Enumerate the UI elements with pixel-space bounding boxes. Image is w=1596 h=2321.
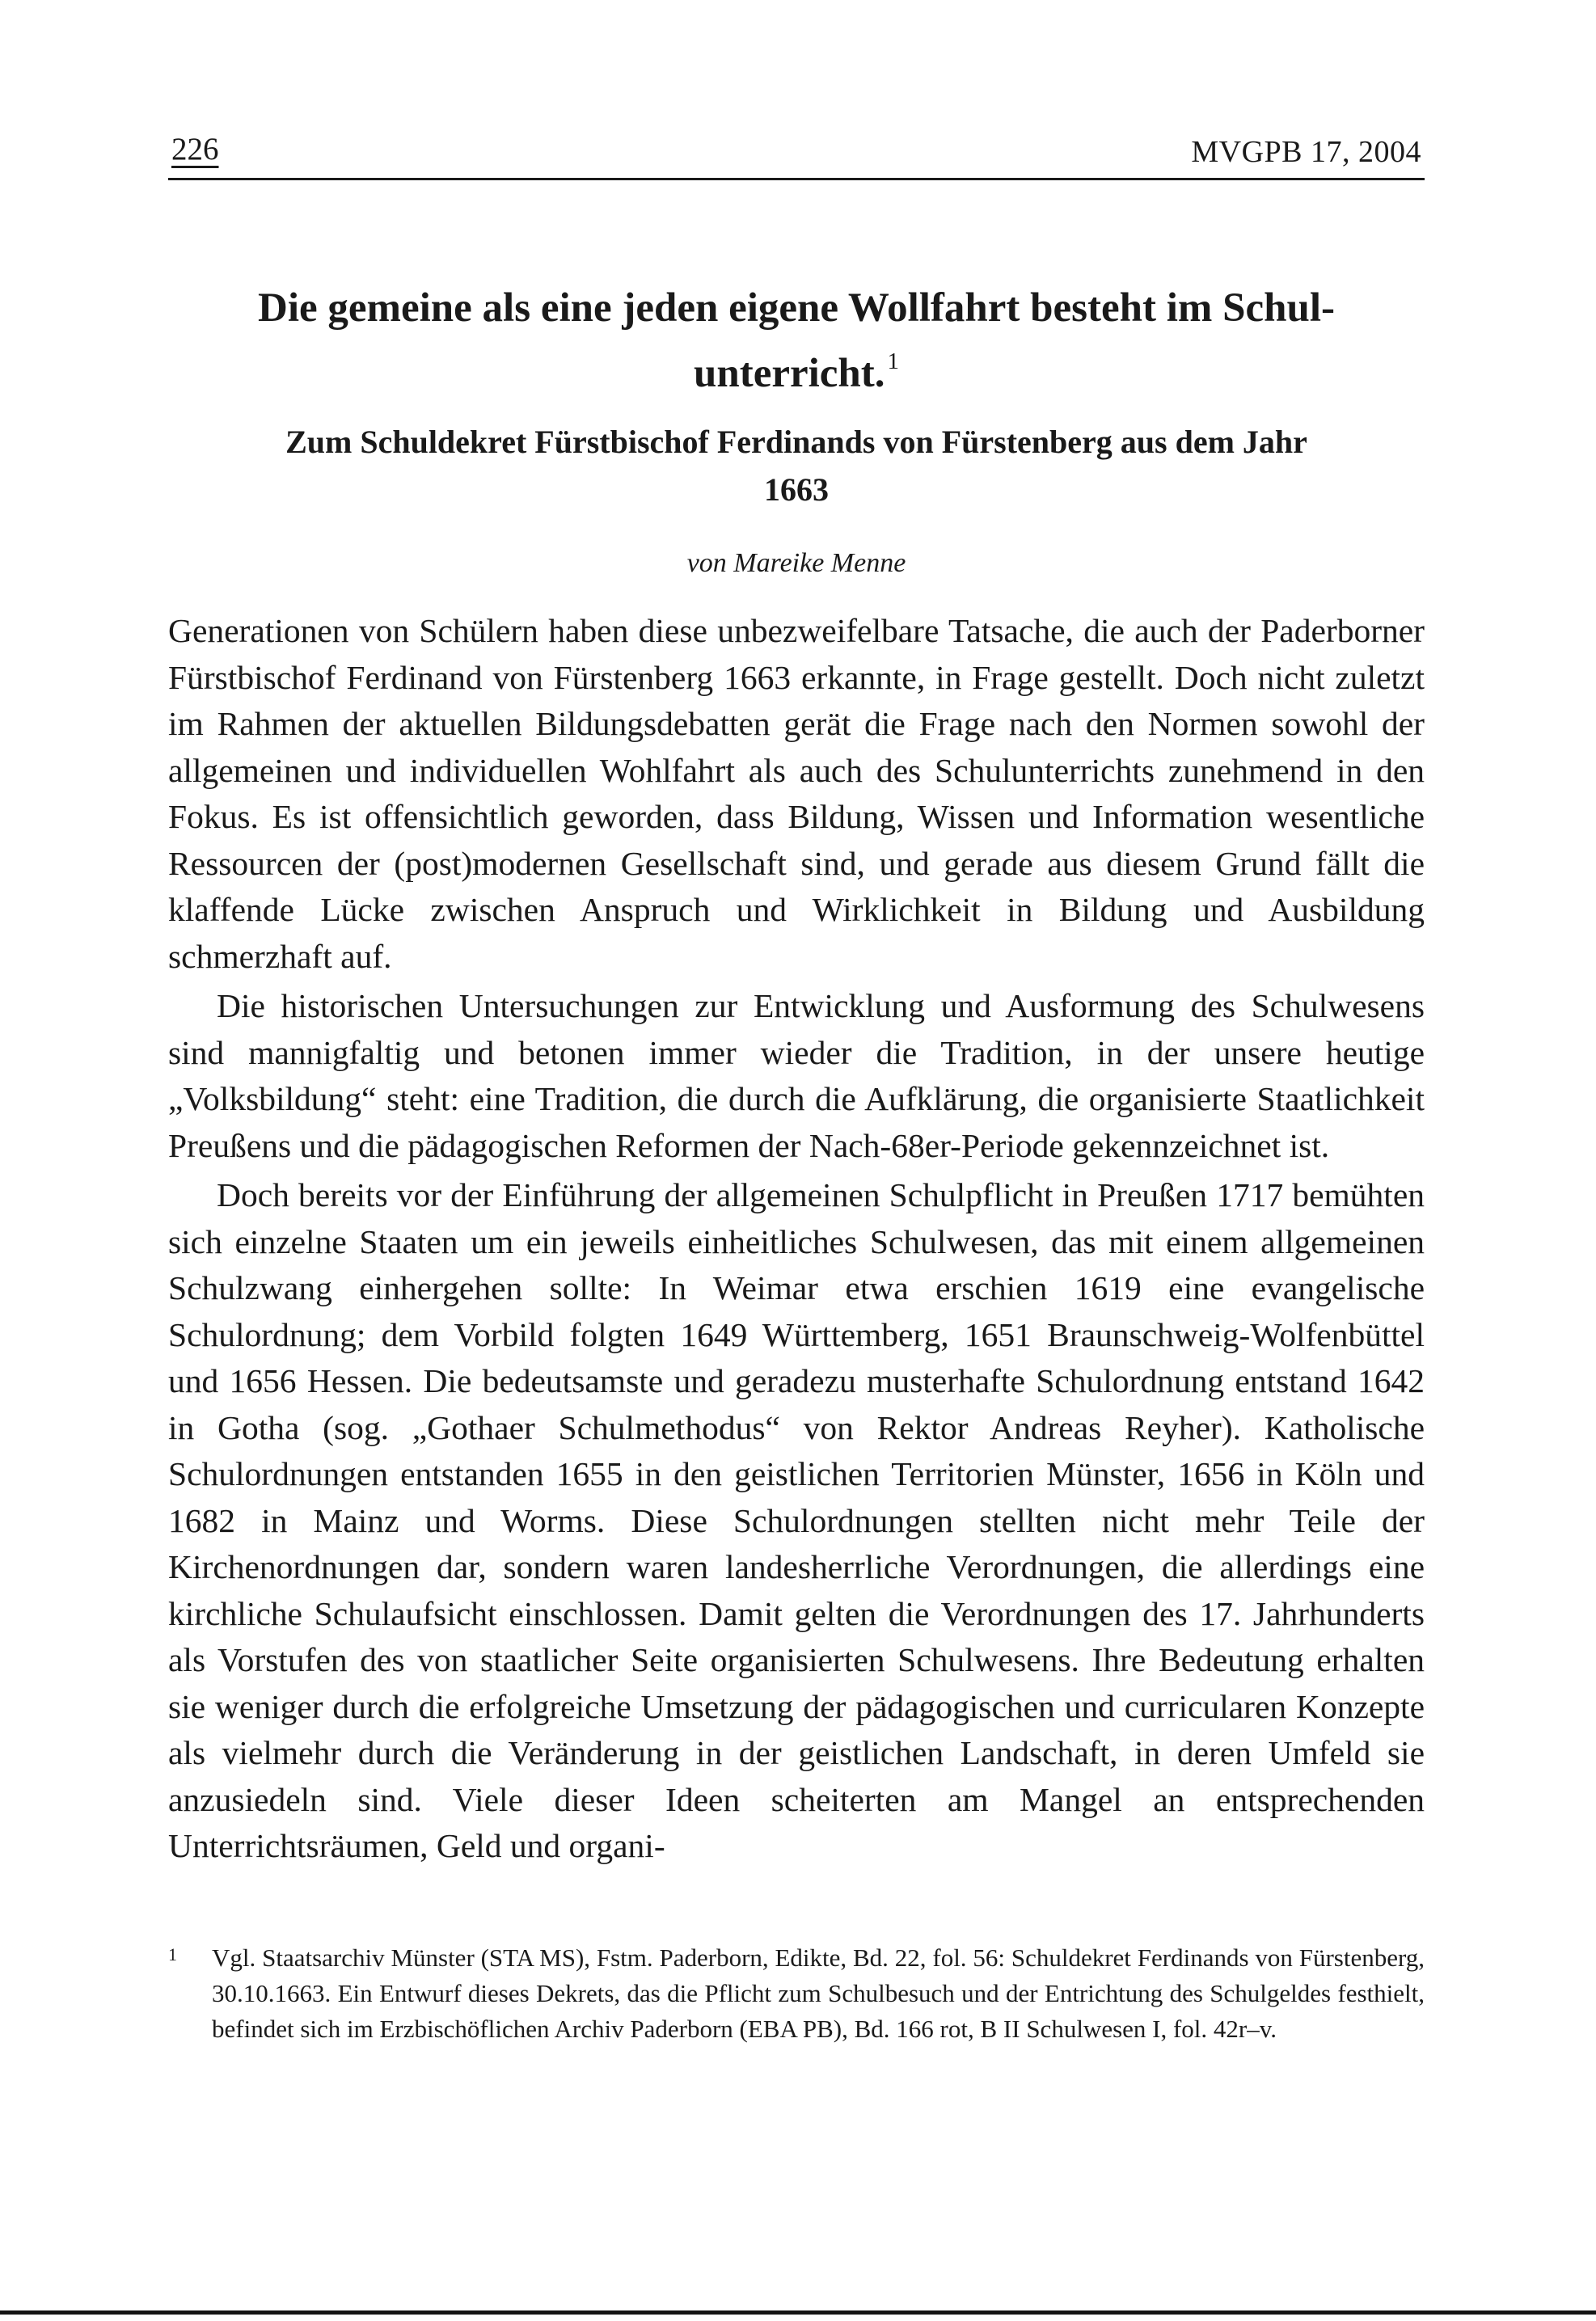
article-body <box>168 608 1425 1870</box>
footnote-text: Vgl. Staatsarchiv Münster (STA MS), Fstm. Paderborn, Edikte, Bd. 22, fol. 56: Schuldekret Ferdinands von Fürstenberg, 30.10.1663. Ein Entwurf dieses Dekrets, das die Pflicht zum Schulbesuch und der Entrichtung des Schulgeldes festhielt, befindet sich im Erzbischöflichen Archiv Paderborn (EBA PB), Bd. 166 rot, B II Schulwesen I, fol. 42r–v. <box>212 1943 1425 2043</box>
scan-edge-rule <box>0 2310 1596 2315</box>
body-paragraph: Generationen von Schülern haben diese unbezweifelbare Tatsache, die auch der Paderborner Fürstbischof Ferdinand von Fürstenberg 1663 erkannte, in Frage gestellt. Doch nicht zuletzt im Rahmen der aktuellen Bildungsdebatten gerät die Frage nach den Normen sowohl der allgemeinen und individuellen Wohlfahrt als auch des Schulunterrichts zunehmend in den Fokus. Es ist offensichtlich geworden, dass Bildung, Wissen und Information wesentliche Ressourcen der (post)modernen Gesellschaft sind, und gerade aus diesem Grund fällt die klaffende Lücke zwischen Anspruch und Wirklichkeit in Bildung und Ausbildung schmerzhaft auf. <box>168 612 1425 975</box>
page-number: 226 <box>171 132 219 167</box>
footnote-mark: 1 <box>168 1944 177 1964</box>
author-byline: von Mareike Menne <box>686 548 906 578</box>
journal-reference: MVGPB 17, 2004 <box>1191 135 1421 169</box>
running-header <box>168 121 1425 180</box>
body-paragraph: Doch bereits vor der Einführung der allgemeinen Schulpflicht in Preußen 1717 bemühten sich einzelne Staaten um ein jeweils einheitliches Schulwesen, das mit einem allgemeinen Schulzwang einhergehen sollte: In Weimar etwa erschien 1619 eine evangelische Schulordnung; dem Vorbild folgten 1649 Württemberg, 1651 Braunschweig-Wolfenbüttel und 1656 Hessen. Die bedeutsamste und geradezu musterhafte Schulordnung entstand 1642 in Gotha (sog. „Gothaer Schulmethodus“ von Rektor Andreas Reyher). Katholische Schulordnungen entstanden 1655 in den geistlichen Territorien Münster, 1656 in Köln und 1682 in Mainz und Worms. Diese Schulordnungen stellten nicht mehr Teile der Kirchenordnungen dar, sondern waren landesherrliche Verordnungen, die allerdings eine kirchliche Schulaufsicht einschlossen. Damit gelten die Verordnungen des 17. Jahrhunderts als Vorstufen des von staatlicher Seite organisierten Schulwesens. Ihre Bedeutung erhalten sie weniger durch die erfolgreiche Umsetzung der pädagogischen und curricularen Konzepte als vielmehr durch die Veränderung in der geistlichen Landschaft, in deren Umfeld sie anzusiedeln sind. Viele dieser Ideen scheiterten am Mangel an entsprechenden Unterrichtsräumen, Geld und organi- <box>168 1176 1425 1864</box>
article-title-text: Die gemeine als eine jeden eigene Wollfahrt besteht im Schulunterricht. <box>258 285 1335 396</box>
article-title <box>168 281 1425 400</box>
footnote <box>168 1940 1425 2047</box>
article-subtitle: Zum Schuldekret Fürstbischof Ferdinands von Fürstenberg aus dem Jahr 1663 <box>285 424 1307 508</box>
body-paragraph: Die historischen Untersuchungen zur Entwicklung und Ausformung des Schulwesens sind mannigfaltig und betonen immer wieder die Tradition, in der unsere heutige „Volksbildung“ steht: eine Tradition, die durch die Aufklärung, die organisierte Staatlichkeit Preußens und die pädagogischen Reformen der Nach-68er-Periode gekennzeichnet ist. <box>168 987 1425 1164</box>
title-block <box>168 281 1425 581</box>
title-footnote-reference[interactable]: 1 <box>887 348 900 374</box>
